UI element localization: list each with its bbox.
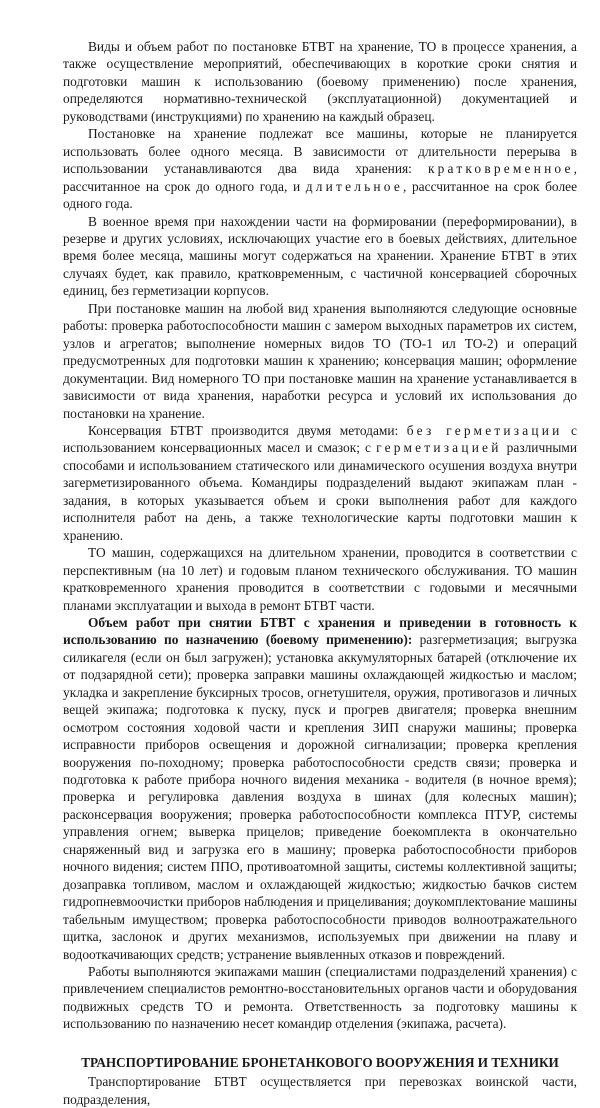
text: , рассчитанное на срок более одного года. [63,178,578,212]
paragraph-conservation-methods [63,422,577,544]
paragraph-maintenance-planning: ТО машин, содержащихся на длительном хранении, проводится в соответствии с перспективным (на 10 лет) и годовым планом технического обслуживания. ТО машин кратковременного хранения проводится в соответствии с годовыми и месячными планами эксплуатации и выхода в ремонт БТВТ части. [63,545,577,613]
paragraph-responsibility: Работы выполняются экипажами машин (специалистами подразделений хранения) с привлечением специалистов ремонтно-восстановительных органов части и оборудования подвижных средств ТО и ремонта. Ответственность за подготовку машины к использованию по назначению несет командир отделения (экипажа, расчета). [63,964,577,1032]
text: с использованием консервационных масел и смазок; с [63,422,577,456]
text: разгерметизация; выгрузка силикагеля (если он был загружен); установка аккумуляторных батарей (отключение их от подзарядной сети); проверка заправки машины охлаждающей жидкостью и маслом; укладка и закрепление буксирных тросов, огнетушителя, оружия, противогазов и личных вещей экипажа; подготовка к пуску, пуск и прогрев двигателя; проверка внешним осмотром состояния ходовой части и крепления ЗИП снаружи машины; проверка исправности приборов освещения и дорожной сигнализации; проверка крепления вооружения по-походному; проверка работоспособности средств связи; проверка и подготовка к работе прибора ночного видения механика - водителя (в ночное время); проверка и регулировка давления воздуха в шинах (для колесных машин); расконсервация вооружения; проверка работоспособности комплекса ПТУР, системы управления огнем; выверка прицелов; приведение боекомплекта в окончательно снаряженный вид и загрузка его в машину; проверка работоспособности приборов ночного видения; систем ППО, противоатомной защиты, системы коллективной защиты; дозаправка топливом, маслом и охлаждающей жидкостью; жидкостью бачков систем гидропневмоочистки приборов наблюдения и прицеливания; доукомплектование машины табельным имуществом; проверка работоспособности приводов волноотражательного щитка, заслонок и других механизмов, используемых при движении на плаву и водооткачивающих средств; устранение выявленных отказов и повреждений. [63,632,577,962]
term-with-sealing: герметизацией [376,440,502,456]
paragraph-storage-types-overview: Виды и объем работ по постановке БТВТ на хранение, ТО в процессе хранения, а также осуществление мероприятий, обеспечивающих в короткие сроки снятия и подготовки машин к использованию (боевому применению) после хранения, определяются нормативно-технической (эксплуатационной) документацией и руководствами (инструкциями) по хранению на каждый образец. [63,39,577,124]
text: Постановке на хранение подлежат все машины, которые не планируется использовать более одного месяца. В зависимости от длительности перерыва в использовании устанавливаются два вида хранения: [63,126,577,177]
paragraph-removal-from-storage [63,614,577,963]
paragraph-transport-intro: Транспортирование БТВТ осуществляется при перевозках воинской части, подразделения, [63,1074,577,1107]
term-short-term: кратковременное [427,161,574,177]
paragraph-storage-kinds [63,125,577,212]
text: , рассчитанное на срок до одного года, и [63,161,577,194]
term-long-term: длительное [305,178,403,194]
section-heading: ТРАНСПОРТИРОВАНИЕ БРОНЕТАНКОВОГО ВООРУЖЕНИЯ И ТЕХНИКИ [81,1054,559,1070]
document-page [63,38,577,1108]
paragraph-basic-works: При постановке машин на любой вид хранения выполняются следующие основные работы: проверка работоспособности машин с замером выходных параметров их систем, узлов и агрегатов; выполнение номерных видов ТО (ТО-1 ил ТО-2) и операций предусмотренных для подготовки машин к хранению; консервация машин; оформление документации. Вид номерного ТО при постановке машин на хранение устанавливается в зависимости от вида хранения, наработки ресурса и условий их использования до постановки на хранение. [63,300,577,421]
text: Консервация БТВТ производится двумя методами: [88,422,407,438]
paragraph-wartime: В военное время при нахождении части на формировании (переформировании), в резерве и других условиях, исключающих участие его в боевых действиях, длительное время более месяца, машины могут содержаться на хранении. Хранение БТВТ в этих случаях будет, как правило, кратковременным, с частичной консервацией сборочных единиц, без герметизации корпусов. [63,213,577,299]
term-without-sealing: без герметизации [406,422,563,438]
bold-lead-in: Объем работ при снятии БТВТ с хранения и приведении в готовность к использованию по назначению (боевому применению): [63,614,577,648]
text: различными способами и использованием статического или динамического осушения воздуха внутри загерметизированного объема. Командиры подразделений выдают экипажам план - задания, в которых указывается объем и сроки выполнения работ для каждого исполнителя работ на день, а также технологические карты подготовки машин к хранению. [63,440,577,543]
